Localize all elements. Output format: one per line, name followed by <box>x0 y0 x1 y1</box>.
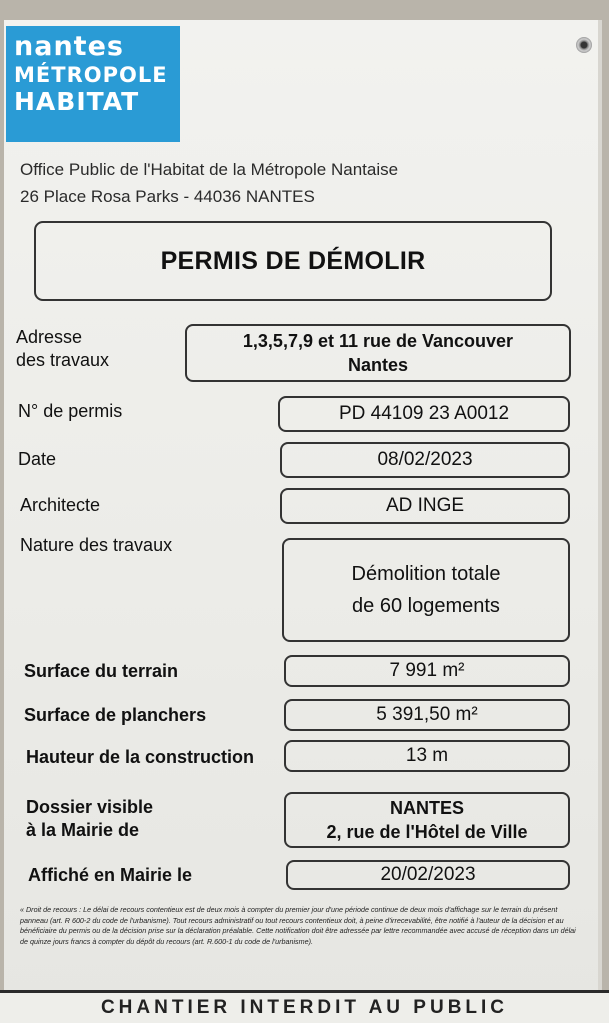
dossier-label-line-2: à la Mairie de <box>26 820 140 840</box>
permit-title-box <box>34 221 552 301</box>
logo-line-2: MÉTROPOLE <box>14 63 168 87</box>
organisation-address: 26 Place Rosa Parks - 44036 NANTES <box>20 187 315 206</box>
surface-planchers-value-box <box>284 699 570 731</box>
date-value-box <box>280 442 570 478</box>
affiche-value: 20/02/2023 <box>380 864 476 885</box>
dossier-value-box <box>284 792 570 848</box>
adresse-value-line-1: 1,3,5,7,9 et 11 rue de Vancouver <box>242 331 514 351</box>
surface-terrain-value-box <box>284 655 570 687</box>
date-value: 08/02/2023 <box>377 449 473 470</box>
surface-planchers-value: 5 391,50 m² <box>376 704 478 725</box>
adresse-label-line-1: Adresse <box>16 327 83 347</box>
footer-banner <box>0 990 609 1023</box>
permit-title: PERMIS DE DÉMOLIR <box>160 246 426 275</box>
dossier-label-line-1: Dossier visible <box>26 797 154 817</box>
screw-top-right <box>576 37 592 53</box>
adresse-value-box <box>185 324 571 382</box>
adresse-label-line-2: des travaux <box>16 350 110 370</box>
architecte-value: AD INGE <box>385 495 465 516</box>
organisation-name: Office Public de l'Habitat de la Métropole Nantaise <box>20 160 399 179</box>
adresse-label <box>16 326 109 372</box>
legal-notice: « Droit de recours : Le délai de recours contentieux est de deux mois à compter du premier jour d'une période continue de deux mois d'affichage sur le terrain du présent panneau (art. R 600-2 du code de l'urbanisme). Tout recours administratif ou tout recours contentieux doit, à peine d'irrecevabilité, être notifié à l'auteur de la décision et au bénéficiaire du permis ou de la décision prise sur la déclaration préalable. Cette notification doit être adressée par lettre recommandée avec accusé de réception dans un délai de quinze jours francs à compter du dépôt du recours (art. R.600-1 du code de l'urbanisme). <box>20 905 576 946</box>
nantes-metropole-habitat-logo <box>6 26 180 142</box>
surface-terrain-label: Surface du terrain <box>24 661 179 681</box>
hauteur-label: Hauteur de la construction <box>26 747 255 767</box>
permis-label: N° de permis <box>18 401 123 421</box>
date-label: Date <box>18 449 57 469</box>
nature-label: Nature des travaux <box>20 535 173 555</box>
nature-value-line-2: de 60 logements <box>352 595 500 617</box>
adresse-value-line-2: Nantes <box>347 355 409 375</box>
architecte-value-box <box>280 488 570 524</box>
affiche-value-box <box>286 860 570 890</box>
dossier-value-line-2: 2, rue de l'Hôtel de Ville <box>326 822 528 842</box>
surface-terrain-value: 7 991 m² <box>389 660 465 681</box>
hauteur-value: 13 m <box>405 745 449 766</box>
dossier-value-line-1: NANTES <box>389 798 464 818</box>
dossier-label <box>26 796 153 842</box>
logo-line-1: nantes <box>14 31 124 62</box>
nature-value-line-1: Démolition totale <box>351 563 501 585</box>
logo-line-3: HABITAT <box>14 87 140 116</box>
surface-planchers-label: Surface de planchers <box>24 705 207 725</box>
affiche-label: Affiché en Mairie le <box>28 865 193 885</box>
hauteur-value-box <box>284 740 570 772</box>
nature-value-box <box>282 538 570 642</box>
permis-value-box <box>278 396 570 432</box>
permis-value: PD 44109 23 A0012 <box>338 403 510 424</box>
footer-text: CHANTIER INTERDIT AU PUBLIC <box>100 997 509 1018</box>
architecte-label: Architecte <box>20 495 101 515</box>
